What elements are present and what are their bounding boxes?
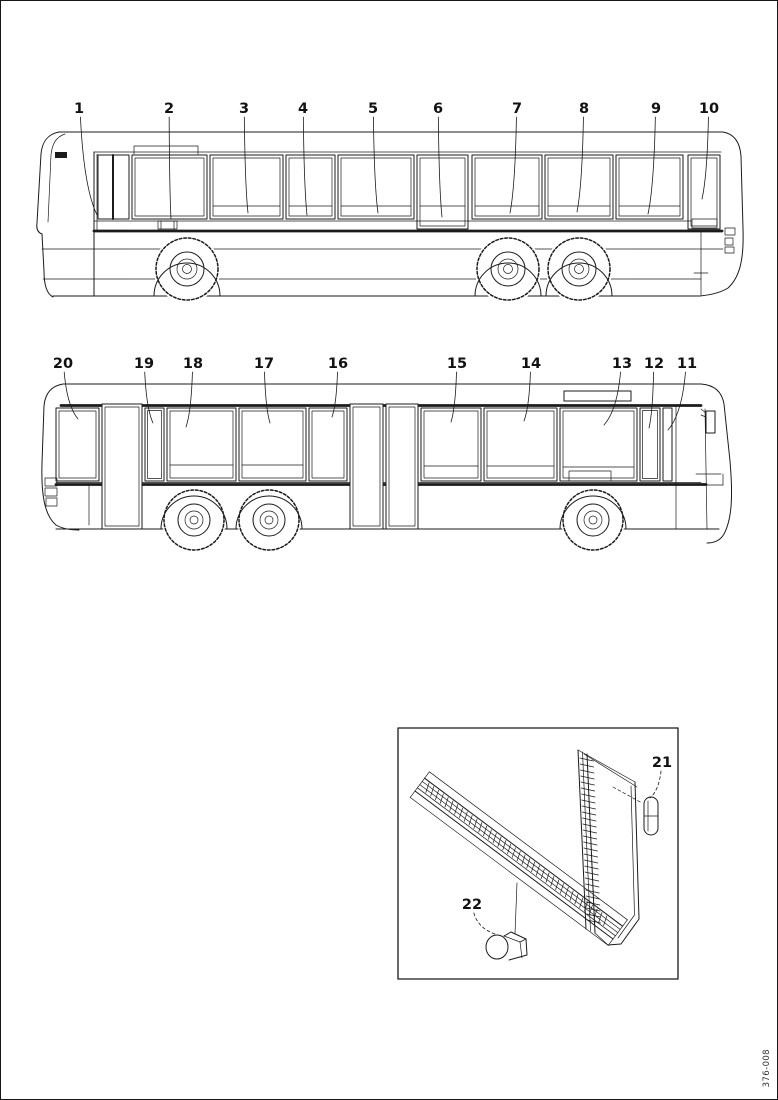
rear-window <box>688 155 720 229</box>
callouts-upper-side-view <box>74 101 719 219</box>
callout-22 <box>462 897 495 934</box>
window <box>640 408 660 481</box>
svg-text:19: 19 <box>133 356 155 372</box>
middle-door <box>350 404 418 529</box>
callout-21 <box>650 755 672 798</box>
svg-text:1: 1 <box>73 101 85 117</box>
callout-17 <box>254 356 274 423</box>
svg-text:7: 7 <box>511 101 523 117</box>
svg-text:21: 21 <box>651 755 673 771</box>
mirror <box>55 152 67 158</box>
window-corner-detail-inset <box>398 728 678 979</box>
roof-sign <box>564 391 631 401</box>
callout-15 <box>447 356 467 422</box>
front-mirror <box>701 409 715 433</box>
wheel <box>161 488 227 552</box>
svg-text:14: 14 <box>520 356 542 372</box>
rear-vent-marks <box>725 228 735 253</box>
svg-text:18: 18 <box>182 356 204 372</box>
svg-text:11: 11 <box>676 356 698 372</box>
callout-3 <box>239 101 249 213</box>
callout-7 <box>510 101 522 213</box>
callout-6 <box>433 101 443 217</box>
svg-text:10: 10 <box>698 101 720 117</box>
front-door <box>98 155 129 219</box>
window <box>239 408 306 481</box>
window <box>417 155 468 229</box>
drawing-code: 376-008 <box>762 1048 772 1087</box>
callout-8 <box>577 101 589 212</box>
svg-text:17: 17 <box>253 356 275 372</box>
svg-text:22: 22 <box>461 897 483 913</box>
svg-text:13: 13 <box>611 356 633 372</box>
tail-lights <box>45 478 57 506</box>
svg-text:16: 16 <box>327 356 349 372</box>
callout-20 <box>53 356 78 419</box>
upper-bus-view <box>37 132 743 303</box>
callout-10 <box>699 101 719 199</box>
wheel <box>546 236 613 303</box>
svg-text:6: 6 <box>432 101 444 117</box>
callout-9 <box>648 101 661 214</box>
svg-text:20: 20 <box>52 356 74 372</box>
wheel <box>236 488 302 552</box>
window <box>309 408 347 481</box>
wheel <box>154 236 221 303</box>
svg-text:9: 9 <box>650 101 662 117</box>
svg-text:12: 12 <box>643 356 665 372</box>
window <box>545 155 613 219</box>
window <box>616 155 683 219</box>
svg-text:2: 2 <box>163 101 175 117</box>
callout-12 <box>644 356 664 428</box>
wheel <box>475 236 542 303</box>
upper-bus-windows <box>132 155 720 229</box>
callout-2 <box>164 101 174 219</box>
spacer-part <box>486 883 527 960</box>
window <box>472 155 542 219</box>
window <box>167 408 236 481</box>
lower-bus-view <box>42 384 732 552</box>
vertical-channel <box>578 750 642 945</box>
clip-part <box>644 797 658 835</box>
window <box>560 408 637 481</box>
window <box>663 408 672 481</box>
window <box>145 408 164 481</box>
wheel <box>560 488 626 552</box>
svg-text:8: 8 <box>578 101 590 117</box>
upper-bus-outline <box>37 132 743 297</box>
window <box>484 408 557 481</box>
svg-text:4: 4 <box>297 101 309 117</box>
svg-text:15: 15 <box>446 356 468 372</box>
sill-vent <box>158 221 177 229</box>
svg-text:3: 3 <box>238 101 250 117</box>
upper-bus-wheels <box>154 236 613 303</box>
bus-glazing-diagram <box>1 1 778 1100</box>
inset-border <box>398 728 678 979</box>
window <box>421 408 481 481</box>
callout-5 <box>368 101 378 213</box>
svg-text:5: 5 <box>367 101 379 117</box>
window <box>286 155 335 219</box>
roof-hatch-bracket <box>134 146 198 154</box>
callout-18 <box>183 356 203 427</box>
rear-door <box>102 404 142 529</box>
